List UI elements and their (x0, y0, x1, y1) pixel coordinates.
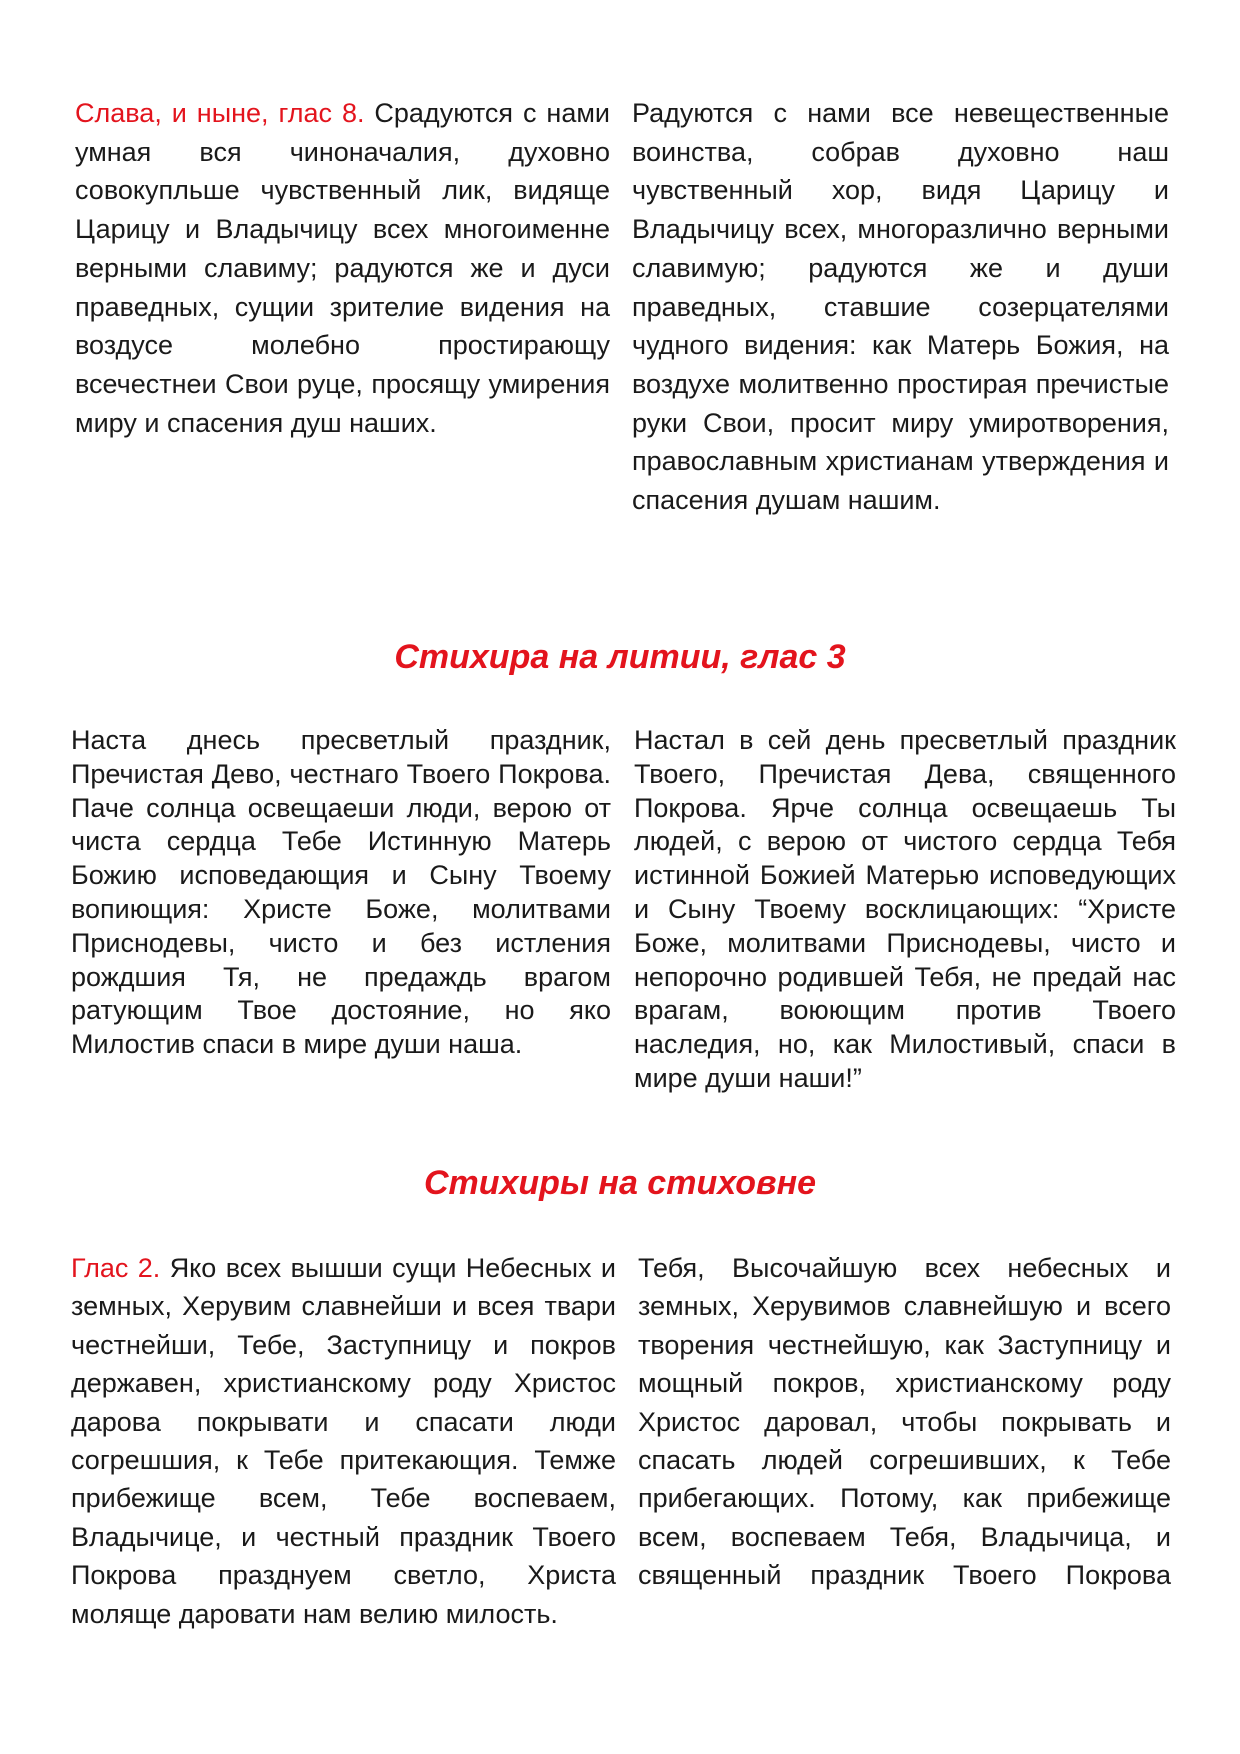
section-litiya (0, 724, 1240, 1144)
slava-church-slavonic (75, 94, 610, 442)
slava-tone-label: Слава, и ныне, глас 8. (75, 98, 375, 128)
section-stikhovna (0, 1249, 1240, 1689)
slava-church-slavonic-text: Срадуются с нами умная вся чиноначалия, духовно совокупльше чувственный лик, видяще Царицу и Владычицу всех многоименне верными славиму; радуются же и дуси праведных, сущии зрителие видения на воздусе молебно простирающу всечестнеи Свои руце, просящу умирения миру и спасения душ наших. (75, 98, 610, 438)
stikhovna-church-slavonic (71, 1249, 616, 1633)
stikhovna-tone-label: Глас 2. (71, 1253, 170, 1283)
section-slava (0, 94, 1240, 604)
stikhovna-russian-translation (638, 1249, 1171, 1595)
slava-russian-text: Радуются с нами все невещественные воинства, собрав духовно наш чувственный хор, видя Царицу и Владычицу всех, многоразлично верными славимую; радуются же и души праведных, ставшие созерцателями чудного видения: как Матерь Божия, на воздухе молитвенно простирая пречистые руки Свои, просит миру умиротворения, православным христианам утверждения и спасения душам нашим. (632, 98, 1169, 516)
litiya-russian-text: Настал в сей день пресветлый праздник Твоего, Пречистая Дева, священного Покрова. Ярче солнца освещаешь Ты людей, с верою от чистого сердца Тебя истинной Божией Матерью исповедующих и Сыну Твоему восклицающих: “Христе Боже, молитвами Приснодевы, чисто и непорочно родившей Тебя, не предай нас врагам, воюющим против Твоего наследия, но, как Милостивый, спаси в мире души наши!” (634, 725, 1176, 1093)
litiya-church-slavonic-text: Наста днесь пресветлый праздник, Пречистая Дево, честнаго Твоего Покрова. Паче солнца освещаеши люди, верою от чиста сердца Тебе Истинную Матерь Божию исповедающия и Сыну Твоему вопиющия: Христе Боже, молитвами Приснодевы, чисто и без истления рождшия Тя, не предаждь врагом ратующим Твое достояние, но яко Милостив спаси в мире души наша. (71, 725, 611, 1060)
litiya-russian-translation (634, 724, 1176, 1096)
slava-russian-translation (632, 94, 1169, 520)
stikhovna-church-slavonic-text: Яко всех вышши сущи Небесных и земных, Херувим славнейши и всея твари честнейши, Тебе, Заступницу и покров державен, христианскому роду Христос дарова покрывати и спасати люди согрешшия, к Тебе притекающия. Темже прибежище всем, Тебе воспеваем, Владычице, и честный праздник Твоего Покрова празднуем светло, Христа моляще даровати нам велию милость. (71, 1253, 616, 1629)
litiya-church-slavonic (71, 724, 611, 1062)
stikhovna-russian-text: Тебя, Высочайшую всех небесных и земных, Херувимов славнейшую и всего творения честнейшую, как Заступницу и мощный покров, христианскому роду Христос даровал, чтобы покрывать и спасать людей согрешивших, к Тебе прибегающих. Потому, как прибежище всем, воспеваем Тебя, Владычица, и священный праздник Твоего Покрова (638, 1253, 1171, 1591)
heading-stikhovna: Стихиры на стиховне (423, 1164, 817, 1202)
heading-litiya: Стихира на литии, глас 3 (394, 638, 846, 676)
